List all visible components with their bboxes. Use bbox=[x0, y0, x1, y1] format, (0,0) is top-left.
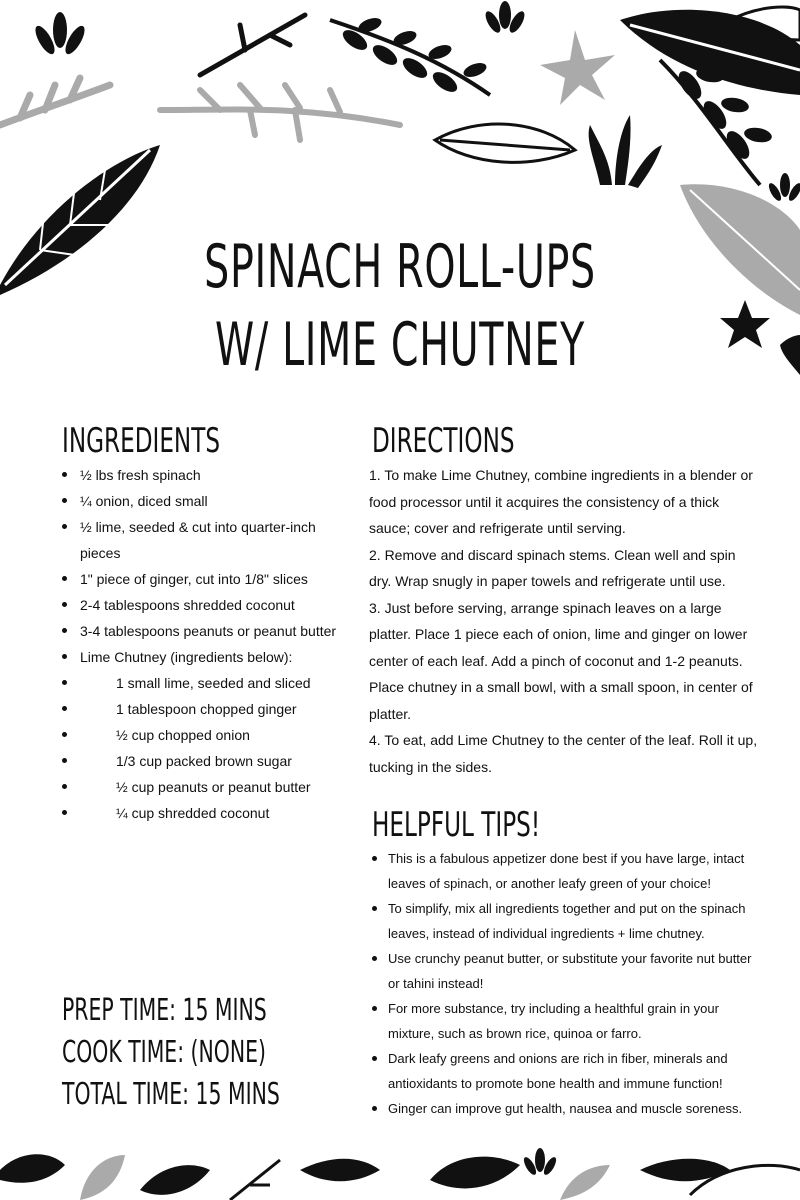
direction-step: 4. To eat, add Lime Chutney to the center of the leaf. Roll it up, tucking in the sides. bbox=[369, 732, 758, 775]
tip-item: Use crunchy peanut butter, or substitute your favorite nut butter or tahini instead! bbox=[372, 946, 752, 996]
tip-item: Ginger can improve gut health, nausea and muscle soreness. bbox=[372, 1096, 752, 1121]
chutney-ingredient-item: ½ cup peanuts or peanut butter bbox=[62, 774, 342, 800]
ingredient-item: 1" piece of ginger, cut into 1/8" slices bbox=[62, 566, 342, 592]
ingredient-item: 3-4 tablespoons peanuts or peanut butter bbox=[62, 618, 342, 644]
direction-step: 3. Just before serving, arrange spinach leaves on a large platter. Place 1 piece each of onion, lime and ginger on lower center of each leaf. Add a pinch of coconut and 1-2 peanuts. Place chutney in a small bowl, with a small spoon, in center of platter. bbox=[369, 599, 753, 722]
flower-icon bbox=[32, 12, 88, 57]
prep-time: PREP TIME: 15 MINS bbox=[62, 993, 267, 1028]
fern-icon bbox=[330, 15, 490, 96]
leaf-outline-icon bbox=[435, 124, 575, 162]
botanical-border-bottom bbox=[0, 1140, 800, 1200]
tulip-icon bbox=[483, 1, 528, 35]
tips-list bbox=[372, 846, 752, 1121]
total-time: TOTAL TIME: 15 MINS bbox=[62, 1077, 280, 1112]
grass-icon bbox=[589, 115, 662, 188]
chutney-ingredient-item: ¼ cup shredded coconut bbox=[62, 800, 342, 826]
chutney-ingredient-item: 1/3 cup packed brown sugar bbox=[62, 748, 342, 774]
chutney-ingredient-item: 1 small lime, seeded and sliced bbox=[62, 670, 342, 696]
direction-step: 1. To make Lime Chutney, combine ingredients in a blender or food processor until it acquires the consistency of a thick sauce; cover and refrigerate until serving. bbox=[369, 467, 753, 536]
tip-item: Dark leafy greens and onions are rich in fiber, minerals and antioxidants to promote bone health and immune function! bbox=[372, 1046, 752, 1096]
leaf-icon bbox=[620, 10, 800, 95]
direction-step: 2. Remove and discard spinach stems. Clean well and spin dry. Wrap snugly in paper towels and refrigerate until use. bbox=[369, 546, 736, 589]
ingredient-item: 2-4 tablespoons shredded coconut bbox=[62, 592, 342, 618]
twig-icon bbox=[200, 15, 305, 75]
gray-branch-icon bbox=[0, 78, 110, 125]
ingredient-item: ½ lime, seeded & cut into quarter-inch pieces bbox=[62, 514, 342, 566]
ingredient-item: ½ lbs fresh spinach bbox=[62, 462, 342, 488]
tip-item: This is a fabulous appetizer done best if you have large, intact leaves of spinach, or another leafy green of your choice! bbox=[372, 846, 752, 896]
title-line-1: SPINACH ROLL-UPS bbox=[204, 232, 596, 302]
recipe-title bbox=[136, 228, 664, 384]
tips-heading: HELPFUL TIPS! bbox=[372, 805, 541, 845]
ingredient-item: Lime Chutney (ingredients below): bbox=[62, 644, 342, 670]
ingredients-list bbox=[62, 462, 342, 826]
tip-item: For more substance, try including a healthful grain in your mixture, such as brown rice, quinoa or farro. bbox=[372, 996, 752, 1046]
flower-icon bbox=[767, 173, 800, 203]
directions-text bbox=[369, 462, 759, 780]
chutney-ingredient-item: 1 tablespoon chopped ginger bbox=[62, 696, 342, 722]
title-line-2: W/ LIME CHUTNEY bbox=[215, 310, 585, 380]
gray-leaf-icon bbox=[680, 184, 800, 315]
gray-flower-icon bbox=[540, 30, 615, 105]
ingredient-item: ¼ onion, diced small bbox=[62, 488, 342, 514]
chutney-ingredient-item: ½ cup chopped onion bbox=[62, 722, 342, 748]
star-flower-icon bbox=[720, 300, 800, 375]
tip-item: To simplify, mix all ingredients together and put on the spinach leaves, instead of individual ingredients + lime chutney. bbox=[372, 896, 752, 946]
ingredients-heading: INGREDIENTS bbox=[62, 421, 221, 461]
recipe-times bbox=[62, 990, 280, 1116]
directions-heading: DIRECTIONS bbox=[372, 421, 515, 461]
cook-time: COOK TIME: (NONE) bbox=[62, 1035, 266, 1070]
gray-branch-icon bbox=[160, 85, 400, 140]
flower-icon bbox=[522, 1148, 559, 1177]
